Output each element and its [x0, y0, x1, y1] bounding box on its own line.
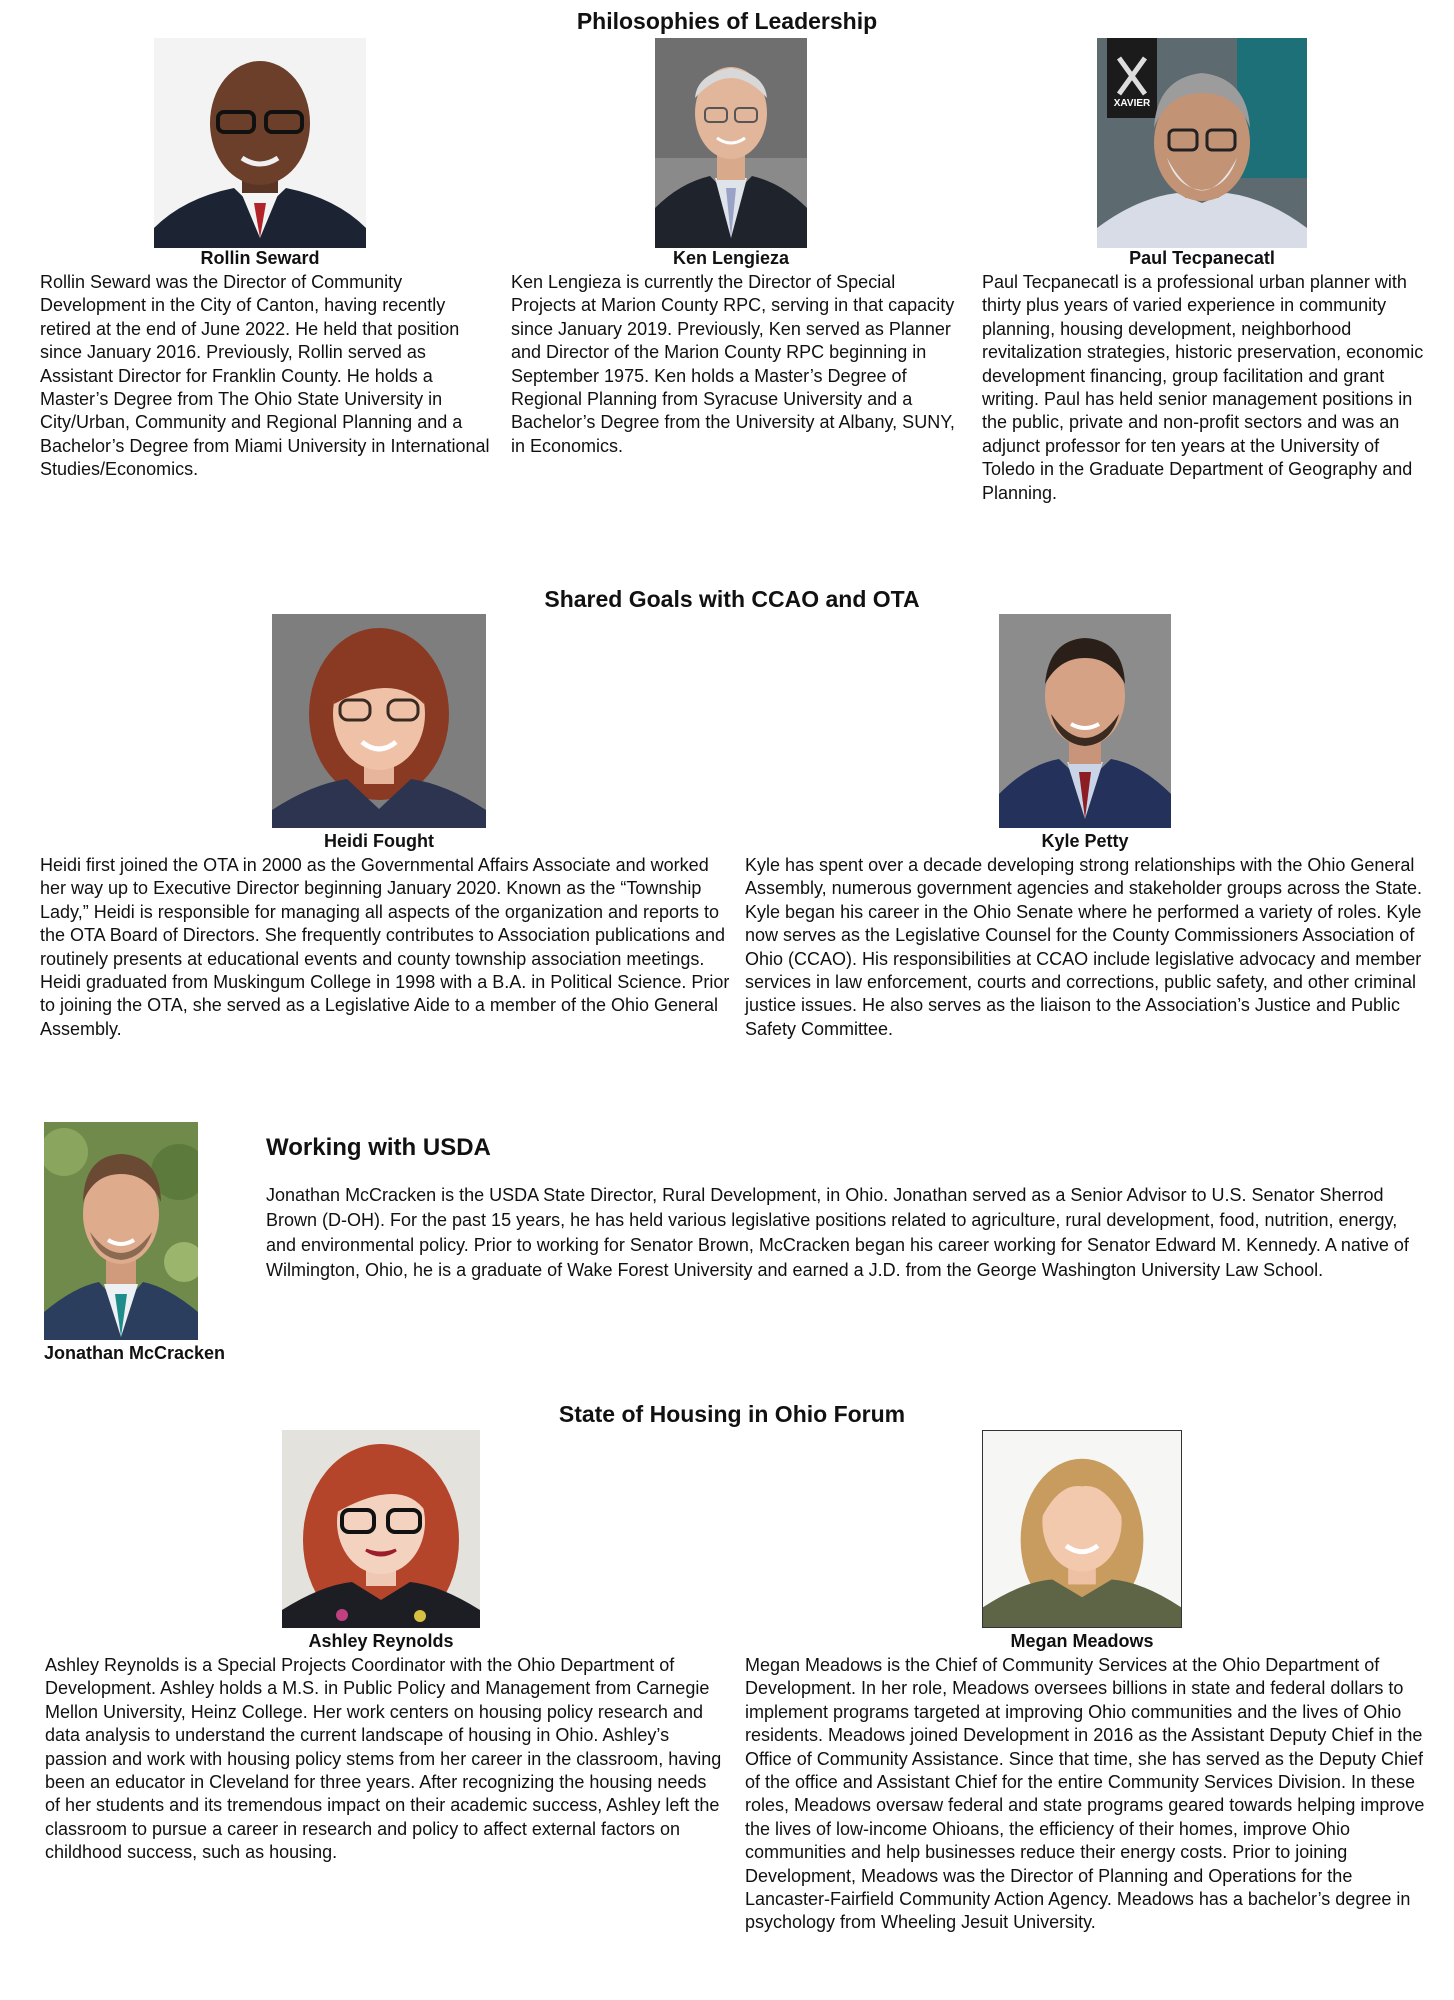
name-kyle-petty: Kyle Petty: [1041, 831, 1129, 851]
portrait-heidi-fought: [272, 614, 486, 828]
bio-heidi-fought: Heidi first joined the OTA in 2000 as the Governmental Affairs Associate and worked her way up to Executive Director beginning January 2020. Known as the “Township Lady,” Heidi is responsible for managing all aspects of the organization and reports to the OTA Board of Directors. She frequently contributes to Association publications and routinely presents at educational events and county township association meetings. Heidi graduated from Muskingum College in 1998 with a B.A. in Political Science. Prior to joining the OTA, she served as a Legislative Aide to a member of the Ohio General Assembly.: [40, 855, 730, 1039]
name-ashley-reynolds: Ashley Reynolds: [308, 1631, 454, 1651]
portrait-rollin-seward: [154, 38, 366, 248]
name-paul-tecpanecatl: Paul Tecpanecatl: [1129, 248, 1275, 268]
bio-ashley-reynolds: Ashley Reynolds is a Special Projects Coordinator with the Ohio Department of Development. Ashley holds a M.S. in Public Policy and Management from Carnegie Mellon University, Heinz College. Her work centers on housing policy research and data analysis to understand the current landscape of housing in Ohio. Ashley’s passion and work with housing policy stems from her career in the classroom, having been an educator in Cleveland for three years. After recognizing the housing needs of her students and its tremendous impact on their academic success, Ashley left the classroom to pursue a career in research and policy to affect external factors on childhood success, such as housing.: [45, 1655, 722, 1863]
portrait-paul-tecpanecatl: [1097, 38, 1307, 248]
name-rollin-seward: Rollin Seward: [200, 248, 320, 268]
section-title-shared-goals: Shared Goals with CCAO and OTA: [544, 586, 920, 612]
name-heidi-fought: Heidi Fought: [324, 831, 434, 851]
portrait-kyle-petty: [999, 614, 1171, 828]
portrait-ashley-reynolds: [282, 1430, 480, 1628]
name-megan-meadows: Megan Meadows: [1010, 1631, 1154, 1651]
name-ken-lengieza: Ken Lengieza: [672, 248, 790, 268]
portrait-jonathan-mccracken: [44, 1122, 198, 1340]
portrait-megan-meadows: [982, 1430, 1182, 1628]
section-title-usda: Working with USDA: [266, 1134, 491, 1161]
portrait-ken-lengieza: [655, 38, 807, 248]
bio-ken-lengieza: Ken Lengieza is currently the Director of Special Projects at Marion County RPC, serving in that capacity since January 2019. Previously, Ken served as Planner and Director of the Marion County RPC beginning in September 1975. Ken holds a Master’s Degree of Regional Planning from Syracuse University and a Bachelor’s Degree from the University at Albany, SUNY, in Economics.: [511, 272, 955, 456]
bio-rollin-seward: Rollin Seward was the Director of Community Development in the City of Canton, having recently retired at the end of June 2022. He held that position since January 2016. Previously, Rollin served as Assistant Director for Franklin County. He holds a Master’s Degree from The Ohio State University in City/Urban, Community and Regional Planning and a Bachelor’s Degree from Miami University in International Studies/Economics.: [40, 272, 490, 480]
bio-paul-tecpanecatl: Paul Tecpanecatl is a professional urban planner with thirty plus years of varied experience in community planning, housing development, neighborhood revitalization strategies, historic preservation, economic development financing, group facilitation and grant writing. Paul has held senior management positions in the public, private and non-profit sectors and was an adjunct professor for ten years at the University of Toledo in the Graduate Department of Geography and Planning.: [982, 272, 1424, 503]
section-title-philosophies: Philosophies of Leadership: [576, 8, 878, 34]
xavier-sign-text: XAVIER: [1113, 98, 1151, 109]
section-title-housing: State of Housing in Ohio Forum: [558, 1401, 906, 1427]
name-jonathan-mccracken: Jonathan McCracken: [44, 1343, 226, 1363]
bio-megan-meadows: Megan Meadows is the Chief of Community Services at the Ohio Department of Development. In her role, Meadows oversees billions in state and federal dollars to implement programs targeted at improving Ohio communities and the lives of Ohio residents. Meadows joined Development in 2016 as the Assistant Deputy Chief in the Office of Community Assistance. Since that time, she has served as the Deputy Chief of the office and Assistant Chief for the entire Community Services Division. In these roles, Meadows oversaw federal and state programs geared towards helping improve the lives of low-income Ohioans, the efficiency of their homes, improve Ohio communities and help businesses reduce their energy costs. Prior to joining Development, Meadows was the Director of Planning and Operations for the Lancaster-Fairfield Community Action Agency. Meadows has a bachelor’s degree in psychology from Wheeling Jesuit University.: [745, 1655, 1425, 1933]
bio-jonathan-mccracken: Jonathan McCracken is the USDA State Director, Rural Development, in Ohio. Jonathan served as a Senior Advisor to U.S. Senator Sherrod Brown (D-OH). For the past 15 years, he has held various legislative positions related to agriculture, rural development, food, nutrition, energy, and environmental policy. Prior to working for Senator Brown, McCracken began his career working for Senator Edward M. Kennedy. A native of Wilmington, Ohio, he is a graduate of Wake Forest University and earned a J.D. from the George Washington University Law School.: [266, 1185, 1409, 1280]
bio-kyle-petty: Kyle has spent over a decade developing strong relationships with the Ohio General Assembly, numerous government agencies and stakeholder groups across the State. Kyle began his career in the Ohio Senate where he performed a variety of roles. Kyle now serves as the Legislative Counsel for the County Commissioners Association of Ohio (CCAO). His responsibilities at CCAO include legislative advocacy and member services in law enforcement, courts and corrections, public safety, and other criminal justice issues. He also serves as the liaison to the Association’s Justice and Public Safety Committee.: [745, 855, 1423, 1039]
